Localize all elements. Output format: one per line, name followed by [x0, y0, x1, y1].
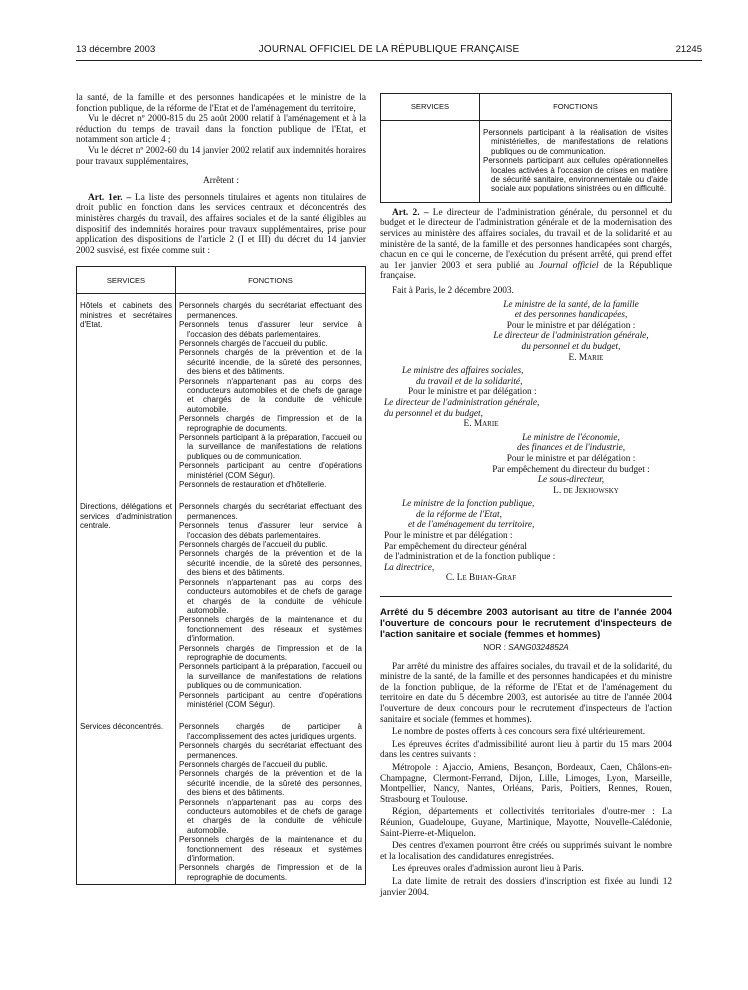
page-header [76, 44, 702, 58]
signature-line: Par empêchement du directeur du budget : [492, 464, 650, 475]
fonction-item: Personnels chargés de l'accueil du public. [179, 540, 328, 550]
arrete-paragraph: Région, départements et collectivités territoriales d'outre-mer : La Réunion, Guadeloupe, Guyane, Martinique, Mayotte, Nouvelle-Calédonie, Saint-Pierre-et-Miquelon. [380, 807, 672, 839]
signature-line: Pour le ministre et par délégation : [408, 387, 537, 398]
fonction-item: Personnels chargés de l'impression et de la reprographie de documents. [179, 863, 362, 882]
fonction-item: Personnels participant à la réalisation de visites ministérielles, de manifestations de relations publiques ou de communication. [483, 128, 668, 156]
article-1-text: La liste des personnels titulaires et agents non titulaires de droit public en fonction dans les services centraux et déconcentrés des ministères chargés du travail, des affaires sociales et de la santé éligibles au dispositif des indemnités horaires pour travaux supplémentaires, prise pour application des dispositions de l'article 2 (I et III) du décret du 14 janvier 2002 susvisé, est fixée comme suit : [76, 192, 366, 256]
fonction-item: Personnels chargés du secrétariat effectuant des permanences. [179, 301, 362, 320]
signature-line: E. Marie [463, 419, 499, 430]
table-cell-service: Directions, délégations et services d'administration centrale. [77, 495, 176, 715]
table-row [77, 294, 366, 496]
arrete-paragraph: La date limite de retrait des dossiers d'inscription est fixée au lundi 12 janvier 2004. [380, 876, 672, 898]
signature-block [380, 300, 672, 364]
table-cell-fonctions [176, 715, 366, 884]
fonction-item: Personnels participant aux cellules opérationnelles locales activées à l'occasion de crises en matière de sécurité sanitaire, environnementale ou d'aide sociale aux populations sinistrées ou en difficulté. [483, 156, 668, 194]
fonction-item: Personnels participant à la préparation, l'accueil ou la surveillance de manifestations de relations publiques ou de communication. [179, 662, 362, 691]
fonction-item: Personnels chargés de l'impression et de la reprographie de documents. [179, 414, 362, 433]
signature-line: Le ministre de la fonction publique, [402, 499, 535, 510]
article-2-text: Le directeur de l'administration générale, du personnel et du budget et le directeur de l'administration générale et de la modernisation des services au ministère des affaires sociales, du travail et de la solidarité et au ministère de la santé, de la famille et des personnes handicapées sont chargés, chacun en ce qui le concerne, de l'exécution du présent arrêté, qui prend effet au 1er janvier 2003 et sera publié au [380, 207, 673, 271]
article-2 [380, 208, 672, 282]
fonction-item: Personnels chargés de la maintenance et du fonctionnement des réseaux et systèmes d'information. [179, 835, 362, 864]
fonction-item: Personnels n'appartenant pas au corps des conducteurs automobiles et de chefs de garage et chargés de la conduite de véhicule automobile. [179, 376, 362, 414]
table-cell-service [381, 121, 480, 203]
col-header-services: SERVICES [381, 94, 480, 121]
signature-line: La directrice, [384, 562, 435, 573]
header-date: 13 décembre 2003 [76, 44, 156, 55]
arrete-paragraph: Les épreuves écrites d'admissibilité auront lieu à partir du 15 mars 2004 dans les centres suivants : [380, 739, 672, 761]
col-header-fonctions: FONCTIONS [176, 267, 366, 294]
signature-line: E. Marie [568, 352, 604, 363]
visa-paragraph: Vu le décret nº 2002-60 du 14 janvier 2002 relatif aux indemnités horaires pour travaux supplémentaires, [76, 145, 366, 167]
signatures [380, 300, 672, 584]
fonction-item: Personnels chargés de la prévention et de la sécurité incendie, de la sûreté des personnes, des biens et des bâtiments. [179, 348, 362, 377]
arretent: Arrêtent : [203, 176, 239, 187]
signature-line: du travail et de la solidarité, [416, 376, 523, 387]
arrete-paragraph: Le nombre de postes offerts à ces concours sera fixé ultérieurement. [392, 727, 646, 738]
signature-line: des finances et de l'industrie, [516, 443, 626, 454]
fonction-item: Personnels participant à la préparation, l'accueil ou la surveillance de manifestations de relations publiques ou de communication. [179, 433, 362, 461]
col-header-fonctions: FONCTIONS [480, 94, 672, 121]
table-row [77, 715, 366, 884]
services-table-continued [380, 93, 672, 203]
article-1-label: Art. 1er. – [88, 192, 132, 203]
signature-line: Le directeur de l'administration générale, [384, 397, 540, 408]
fonction-item: Personnels n'appartenant pas au corps des conducteurs automobiles et de chefs de garage et chargés de la conduite de véhicule automobile. [179, 577, 362, 615]
table-cell-fonctions [176, 294, 366, 496]
fonction-item: Personnels chargés de l'impression et de la reprographie de documents. [179, 643, 362, 662]
signature-line: Le ministre de l'économie, [522, 432, 620, 443]
nor-reference [380, 643, 672, 654]
signature-line: et de l'aménagement du territoire, [408, 520, 535, 531]
signature-line: du personnel et du budget, [521, 341, 621, 352]
right-column [380, 93, 672, 898]
nor-label: NOR : [483, 643, 506, 653]
fonction-item: Personnels chargés du secrétariat effectuant des permanences. [179, 502, 362, 521]
article-1 [76, 193, 366, 257]
services-table [76, 266, 366, 885]
signature-line: C. Le Bihan-Graf [445, 573, 517, 584]
signature-line: Le ministre des affaires sociales, [402, 366, 524, 377]
arrete-paragraph: Des centres d'examen pourront être créés ou supprimés suivant le nombre et la localisation des candidatures enregistrées. [380, 841, 672, 862]
signature-line: Le directeur de l'administration générale, [493, 331, 649, 342]
fonction-item: Personnels chargés de la prévention et de la sécurité incendie, de la sûreté des personnes, des biens et des bâtiments. [179, 769, 362, 798]
fonction-item: Personnels chargés de l'accueil du public. [179, 760, 328, 769]
article-2-label: Art. 2. – [392, 207, 429, 218]
arrete-paragraph: Métropole : Ajaccio, Amiens, Besançon, Bordeaux, Caen, Châlons-en-Champagne, Clermont-Ferrand, Dijon, Lille, Limoges, Lyon, Marseille, Montpellier, Nancy, Nantes, Orléans, Paris, Poitiers, Rennes, Rouen, Strasbourg et Toulouse. [380, 762, 672, 805]
signature-line: L. de Jekhowsky [553, 485, 619, 496]
fonction-item: Personnels participant au centre d'opérations ministériel (COM Ségur). [179, 690, 362, 709]
signature-line: Pour le ministre et par délégation : [506, 320, 636, 331]
page-number: 21245 [675, 44, 702, 55]
fonction-item: Personnels chargés de la prévention et de la sécurité incendie, de la sûreté des personnes, des biens et des bâtiments. [179, 549, 362, 578]
fonction-item: Personnels n'appartenant pas au corps des conducteurs automobiles et de chefs de garage et chargés de la conduite de véhicule automobile. [179, 797, 362, 835]
signature-line: Le ministre de la santé, de la famille [503, 299, 639, 310]
signature-line: et des personnes handicapées, [514, 310, 628, 321]
journal-title: JOURNAL OFFICIEL DE LA RÉPUBLIQUE FRANÇAISE [258, 44, 520, 55]
arrete-body [380, 662, 672, 898]
arrete-paragraph: Les épreuves orales d'admission auront lieu à Paris. [392, 864, 584, 875]
fonction-item: Personnels participant au centre d'opérations ministériel (COM Ségur). [179, 461, 362, 480]
signature-line: Pour le ministre et par délégation : [384, 531, 513, 542]
table-row [77, 495, 366, 715]
signature-line: de l'administration et de la fonction publique : [384, 552, 556, 563]
fonction-item: Personnels chargés du secrétariat effectuant des permanences. [179, 741, 362, 760]
signature-block [380, 366, 672, 430]
table-cell-service: Services déconcentrés. [77, 715, 176, 884]
fonction-item: Personnels chargés de participer à l'accomplissement des actes juridiques urgents. [179, 722, 362, 741]
signature-line: Le sous-directeur, [537, 475, 605, 486]
col-header-services: SERVICES [77, 267, 176, 294]
table-cell-fonctions [480, 121, 672, 203]
article-2-end: de la République française. [380, 260, 672, 282]
visa-paragraph: Vu le décret nº 2000-815 du 25 août 2000 relatif à l'aménagement et à la réduction du temps de travail dans la fonction publique de l'Etat, et notamment son article 4 ; [76, 114, 366, 146]
signature-block [380, 499, 672, 584]
fonction-item: Personnels tenus d'assurer leur service à l'occasion des débats parlementaires. [179, 320, 362, 339]
section-separator [380, 596, 672, 597]
journal-officiel: Journal officiel [538, 260, 599, 271]
signature-block [380, 433, 672, 497]
fonction-item: Personnels de restauration et d'hôtellerie. [179, 480, 327, 490]
left-column [76, 93, 366, 885]
header-rule [76, 60, 702, 61]
arrete-title: Arrêté du 5 décembre 2003 autorisant au titre de l'année 2004 l'ouverture de concours pour le recrutement d'inspecteurs de l'action sanitaire et sociale (femmes et hommes) [380, 607, 672, 641]
fonction-item: Personnels tenus d'assurer leur service à l'occasion des débats parlementaires. [179, 521, 362, 540]
intro-paragraph: la santé, de la famille et des personnes handicapées et le ministre de la fonction publique, de la réforme de l'Etat et de l'aménagement du territoire, [76, 93, 366, 114]
fait-a-paris: Fait à Paris, le 2 décembre 2003. [392, 286, 514, 296]
signature-line: Par empêchement du directeur général [384, 541, 527, 552]
signature-line: Pour le ministre et par délégation : [506, 453, 636, 464]
table-cell-service: Hôtels et cabinets des ministres et secrétaires d'Etat. [77, 294, 176, 496]
arrete-paragraph: Par arrêté du ministre des affaires sociales, du travail et de la solidarité, du ministre de la santé, de la famille et des personnes handicapées et du ministre de la fonction publique, de la réforme de l'Etat et de l'aménagement du territoire en date du 5 décembre 2003, est autorisée au titre de l'année 2004 l'ouverture de deux concours pour le recrutement d'inspecteurs de l'action sanitaire et sociale (femmes et hommes). [380, 661, 672, 725]
fonction-item: Personnels chargés de la maintenance et du fonctionnement des réseaux et systèmes d'information. [179, 615, 362, 644]
signature-line: du personnel et du budget, [384, 408, 483, 419]
signature-line: de la réforme de l'Etat, [416, 509, 502, 520]
fonction-item: Personnels chargés de l'accueil du public. [179, 338, 328, 348]
nor-code: SANG0324852A [508, 643, 569, 653]
table-cell-fonctions [176, 495, 366, 715]
